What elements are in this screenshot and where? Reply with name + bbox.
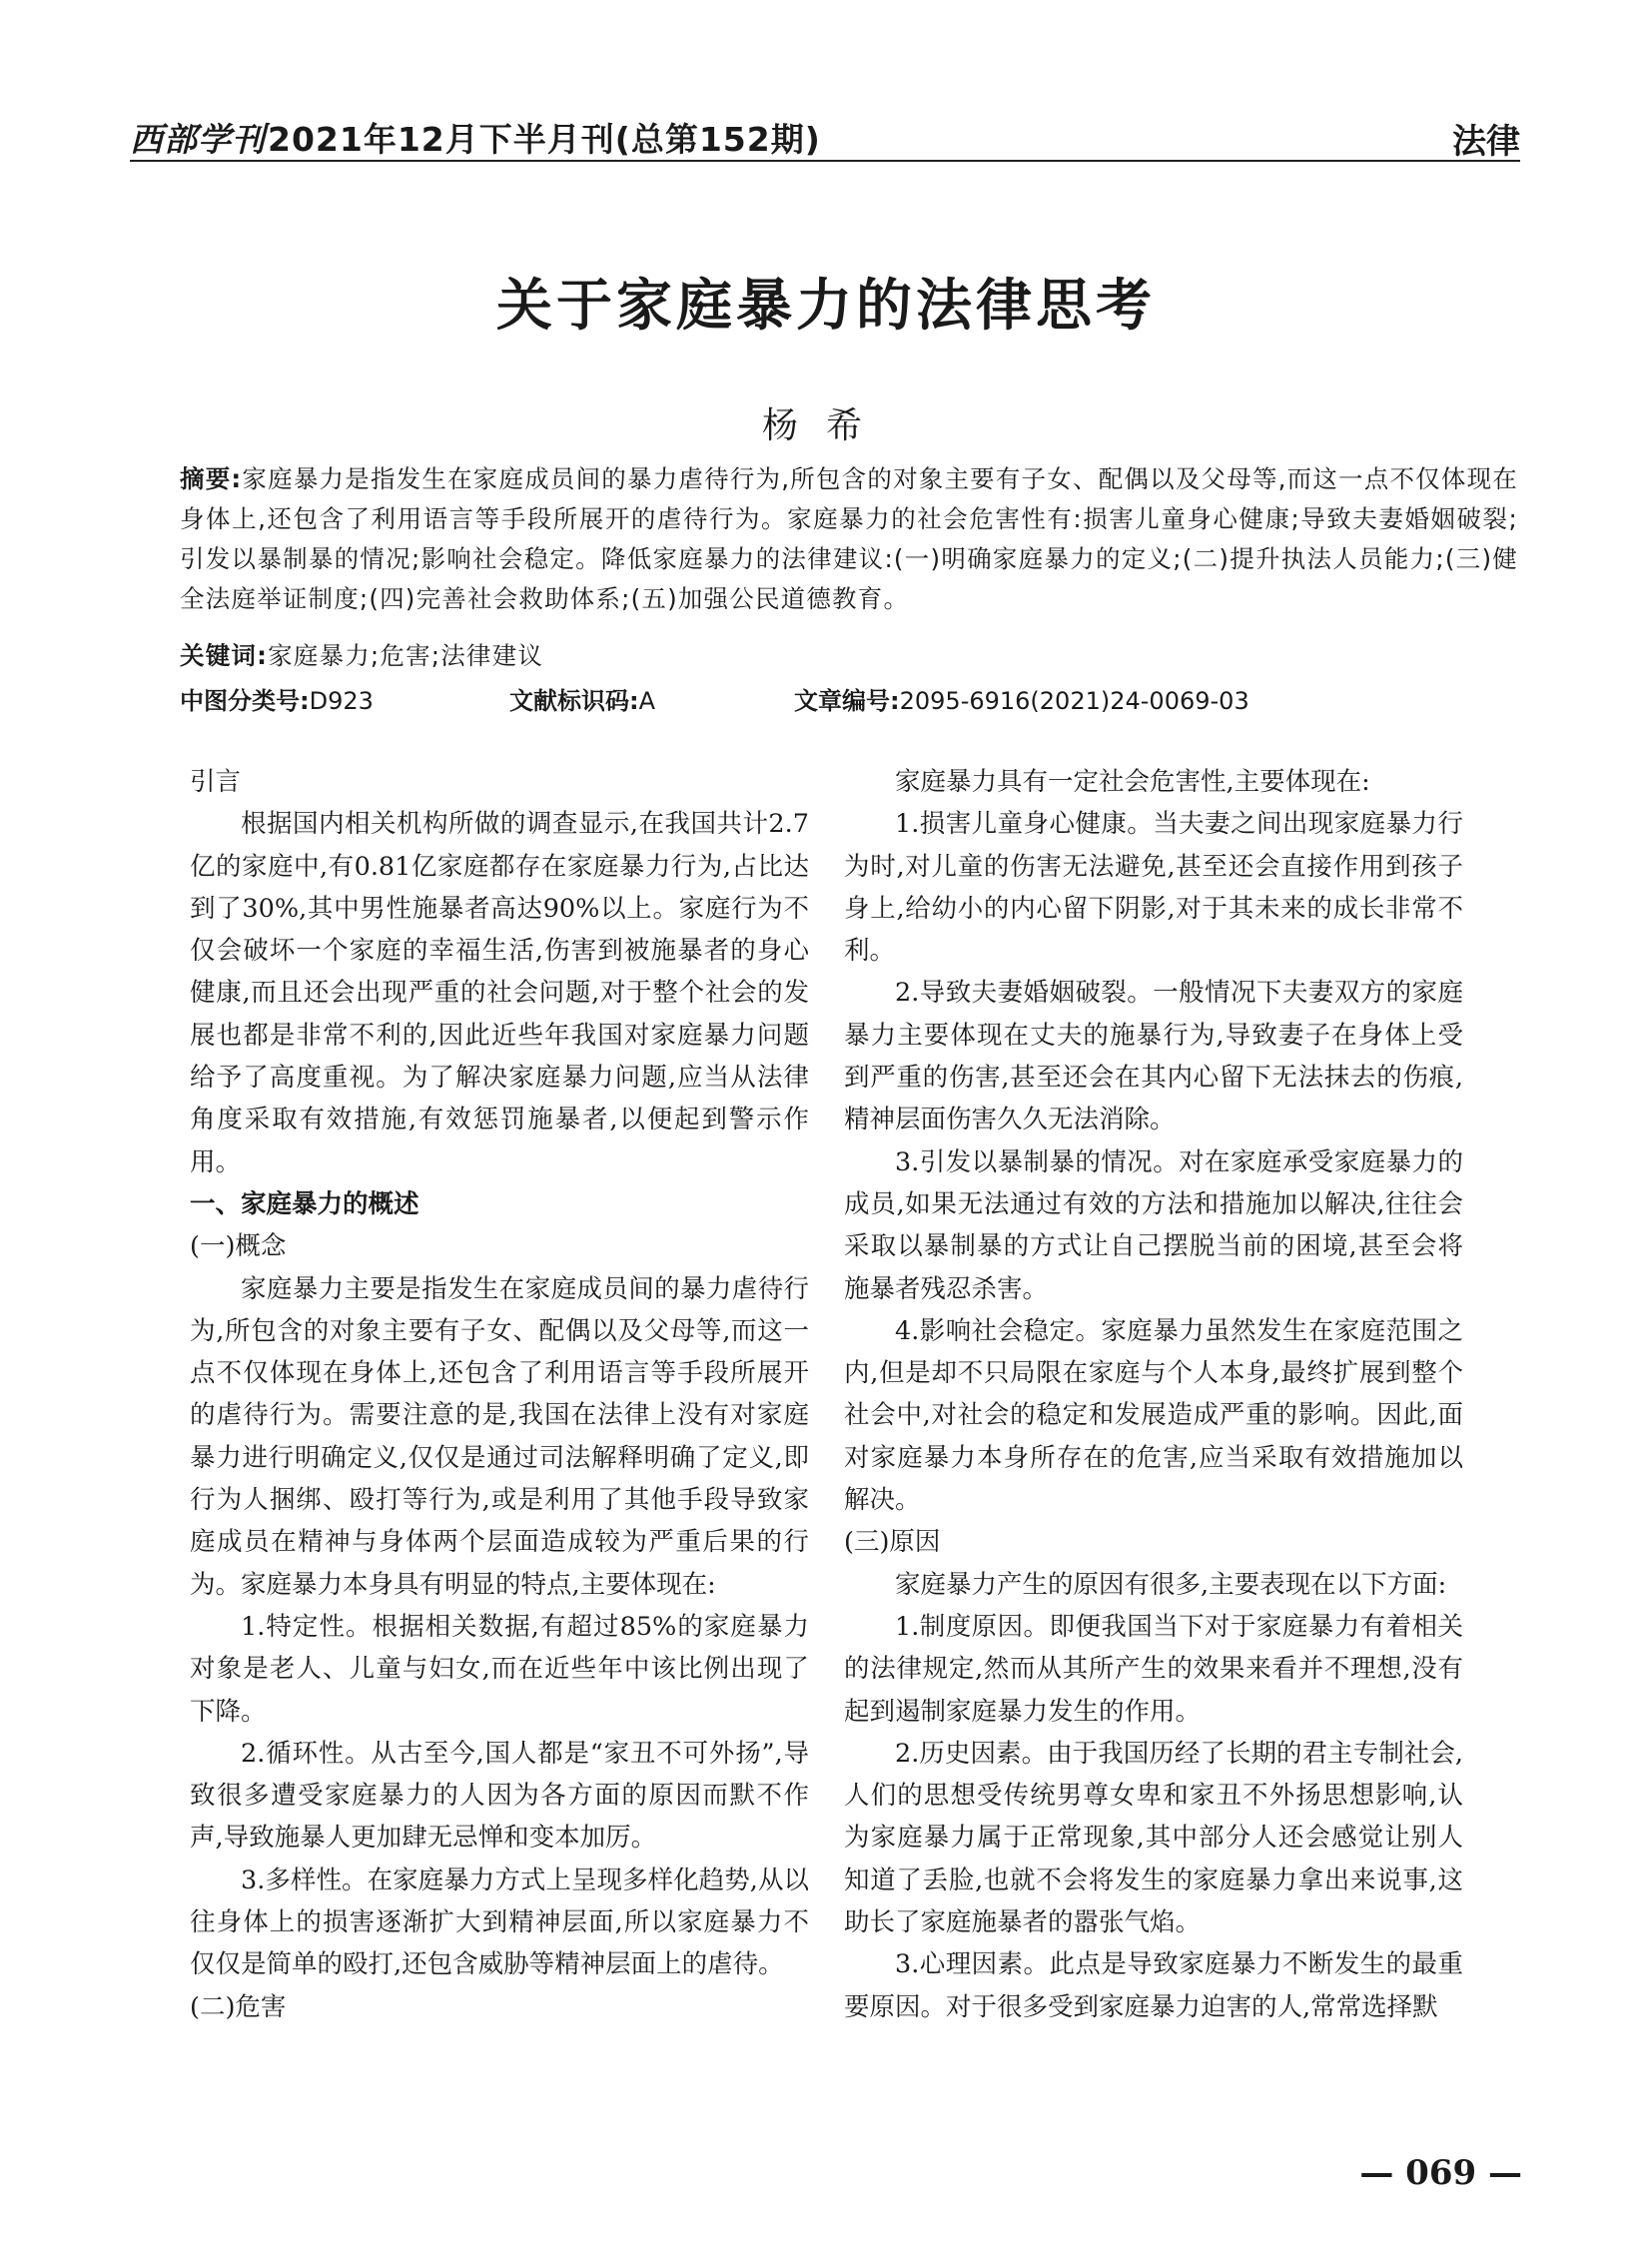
body-paragraph: 2.导致夫妻婚姻破裂。一般情况下夫妻双方的家庭暴力主要体现在丈夫的施暴行为,导致妻子在身体上受到严重的伤害,甚至还会在其内心留下无法抹去的伤痕,精神层面伤害久久无法消除。 <box>844 978 1463 1135</box>
abstract-text: 家庭暴力是指发生在家庭成员间的暴力虐待行为,所包含的对象主要有子女、配偶以及父母等,而这一点不仅体现在身体上,还包含了利用语言等手段所展开的虐待行为。家庭暴力的社会危害性有:损害儿童身心健康;导致夫妻婚姻破裂;引发以暴制暴的情况;影响社会稳定。降低家庭暴力的法律建议:(一)明确家庭暴力的定义;(二)提升执法人员能力;(三)健全法庭举证制度;(四)完善社会救助体系;(五)加强公民道德教育。 <box>180 464 1518 613</box>
doc-code-field <box>509 681 655 721</box>
keywords-text: 家庭暴力;危害;法律建议 <box>268 641 544 670</box>
doc-code-value: A <box>638 687 656 715</box>
page-number: — 069 — <box>1359 2153 1522 2193</box>
article-no-field <box>794 681 1249 721</box>
subsection-heading: (一)概念 <box>190 1231 287 1262</box>
body-paragraph: 根据国内相关机构所做的调查显示,在我国共计2.7亿的家庭中,有0.81亿家庭都存在家庭暴力行为,占比达到了30%,其中男性施暴者高达90%以上。家庭行为不仅会破坏一个家庭的幸福生活,伤害到被施暴者的身心健康,而且还会出现严重的社会问题,对于整个社会的发展也都是非常不利的,因此近些年我国对家庭暴力问题给予了高度重视。为了解决家庭暴力问题,应当从法律角度采取有效措施,有效惩罚施暴者,以便起到警示作用。 <box>190 809 809 1177</box>
right-column <box>844 761 1463 2028</box>
body-paragraph: 2.历史因素。由于我国历经了长期的君主专制社会,人们的思想受传统男尊女卑和家丑不外扬思想影响,认为家庭暴力属于正常现象,其中部分人还会感觉让别人知道了丢脸,也就不会将发生的家庭暴力拿出来说事,这助长了家庭施暴者的嚣张气焰。 <box>844 1738 1463 1938</box>
doc-code-label: 文献标识码: <box>509 687 639 715</box>
author-name: 杨希 <box>761 405 890 446</box>
subsection-heading: 引言 <box>190 767 242 797</box>
body-paragraph: 家庭暴力产生的原因有很多,主要表现在以下方面: <box>895 1569 1447 1600</box>
section-label: 法律 <box>1452 122 1520 162</box>
body-paragraph: 家庭暴力具有一定社会危害性,主要体现在: <box>895 767 1370 797</box>
journal-logo: 西部学刊 <box>130 120 266 159</box>
body-paragraph: 1.损害儿童身心健康。当夫妻之间出现家庭暴力行为时,对儿童的伤害无法避免,甚至还会直接作用到孩子身上,给幼小的内心留下阴影,对于其未来的成长非常不利。 <box>844 809 1463 967</box>
subsection-heading: (三)原因 <box>844 1527 941 1558</box>
body-paragraph: 家庭暴力主要是指发生在家庭成员间的暴力虐待行为,所包含的对象主要有子女、配偶以及父母等,而这一点不仅体现在身体上,还包含了利用语言等手段所展开的虐待行为。需要注意的是,我国在法律上没有对家庭暴力进行明确定义,仅仅是通过司法解释明确了定义,即行为人捆绑、殴打等行为,或是利用了其他手段导致家庭成员在精神与身体两个层面造成较为严重后果的行为。家庭暴力本身具有明显的特点,主要体现在: <box>190 1273 809 1600</box>
body-paragraph: 3.多样性。在家庭暴力方式上呈现多样化趋势,从以往身体上的损害逐渐扩大到精神层面,所以家庭暴力不仅仅是简单的殴打,还包含威胁等精神层面上的虐待。 <box>190 1865 809 1980</box>
clc-value: D923 <box>309 687 374 715</box>
journal-issue <box>130 114 821 161</box>
article-no-label: 文章编号: <box>794 687 900 715</box>
keywords <box>180 636 1518 676</box>
body-paragraph: 2.循环性。从古至今,国人都是“家丑不可外扬”,导致很多遭受家庭暴力的人因为各方面的原因而默不作声,导致施暴人更加肆无忌惮和变本加厉。 <box>190 1738 809 1854</box>
issue-label: 2021年12月下半月刊(总第152期) <box>268 120 821 159</box>
clc-label: 中图分类号: <box>180 687 310 715</box>
section-heading: 一、家庭暴力的概述 <box>190 1188 419 1219</box>
body-paragraph: 1.特定性。根据相关数据,有超过85%的家庭暴力对象是老人、儿童与妇女,而在近些年中该比例出现了下降。 <box>190 1611 809 1727</box>
body-paragraph: 3.心理因素。此点是导致家庭暴力不断发生的最重要原因。对于很多受到家庭暴力迫害的人,常常选择默 <box>844 1949 1463 2022</box>
body-paragraph: 4.影响社会稳定。家庭暴力虽然发生在家庭范围之内,但是却不只局限在家庭与个人本身,最终扩展到整个社会中,对社会的稳定和发展造成严重的影响。因此,面对家庭暴力本身所存在的危害,应当采取有效措施加以解决。 <box>844 1315 1463 1516</box>
keywords-label: 关键词: <box>180 641 269 670</box>
abstract-label: 摘要: <box>180 464 243 493</box>
body-paragraph: 3.引发以暴制暴的情况。对在家庭承受家庭暴力的成员,如果无法通过有效的方法和措施加以解决,往往会采取以暴制暴的方式让自己摆脱当前的困境,甚至会将施暴者残忍杀害。 <box>844 1146 1463 1304</box>
running-header <box>130 108 1520 162</box>
article-title: 关于家庭暴力的法律思考 <box>496 273 1156 339</box>
left-column <box>190 761 809 2028</box>
body-paragraph: 1.制度原因。即便我国当下对于家庭暴力有着相关的法律规定,然而从其所产生的效果来看并不理想,没有起到遏制家庭暴力发生的作用。 <box>844 1611 1463 1727</box>
subsection-heading: (二)危害 <box>190 1991 287 2022</box>
clc-field <box>180 681 374 721</box>
article-no-value: 2095-6916(2021)24-0069-03 <box>899 687 1249 715</box>
abstract <box>180 459 1518 619</box>
